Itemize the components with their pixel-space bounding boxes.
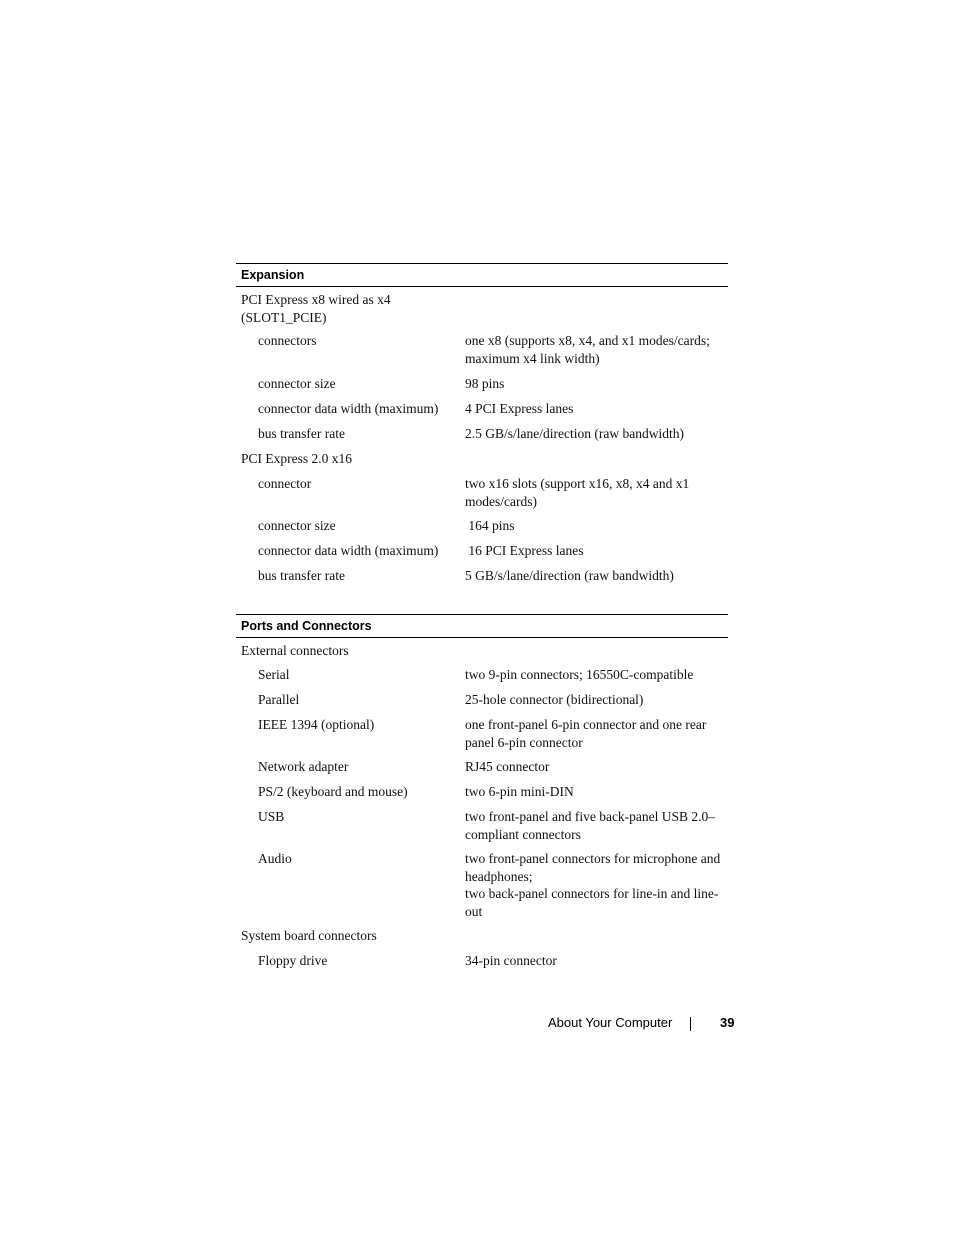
- row-value: one x8 (supports x8, x4, and x1 modes/cards; maximum x4 link width): [465, 333, 710, 366]
- ports-section: [236, 614, 728, 968]
- row-label: Network adapter: [258, 759, 349, 774]
- row-value: 16 PCI Express lanes: [465, 543, 584, 558]
- row-label: Serial: [258, 667, 290, 682]
- row-value: two x16 slots (support x16, x8, x4 and x1 modes/cards): [465, 476, 690, 509]
- row-label: Floppy drive: [258, 953, 328, 968]
- row-value: RJ45 connector: [465, 759, 550, 774]
- expansion-section: [236, 263, 728, 583]
- row-label: USB: [258, 809, 285, 824]
- row-value: two 6-pin mini-DIN: [465, 784, 574, 799]
- row-value: 98 pins: [465, 376, 505, 391]
- row-label: connector size: [258, 376, 336, 391]
- row-label: connector data width (maximum): [258, 543, 439, 558]
- row-label: IEEE 1394 (optional): [258, 717, 375, 732]
- row-value: [465, 850, 727, 920]
- footer-title: About Your Computer: [548, 1015, 673, 1030]
- row-label: connector size: [258, 518, 336, 533]
- row-label: connectors: [258, 333, 317, 348]
- row-value: 5 GB/s/lane/direction (raw bandwidth): [465, 568, 674, 583]
- row-label: bus transfer rate: [258, 568, 345, 583]
- row-label: System board connectors: [241, 928, 377, 943]
- row-value: 34-pin connector: [465, 953, 557, 968]
- row-label: bus transfer rate: [258, 426, 345, 441]
- row-label: PCI Express x8 wired as x4 (SLOT1_PCIE): [241, 292, 391, 325]
- row-value: 25-hole connector (bidirectional): [465, 692, 644, 707]
- row-label: Parallel: [258, 692, 300, 707]
- row-label: Audio: [258, 851, 292, 866]
- row-value: 2.5 GB/s/lane/direction (raw bandwidth): [465, 426, 684, 441]
- row-value: 4 PCI Express lanes: [465, 401, 574, 416]
- row-value: two 9-pin connectors; 16550C-compatible: [465, 667, 694, 682]
- row-value-line: two back-panel connectors for line-in and line-out: [465, 886, 719, 919]
- footer-divider: [690, 1017, 691, 1031]
- row-label: PS/2 (keyboard and mouse): [258, 784, 408, 799]
- row-label: External connectors: [241, 643, 349, 658]
- row-value-line: two front-panel connectors for microphone and headphones;: [465, 851, 721, 884]
- row-label: PCI Express 2.0 x16: [241, 451, 352, 466]
- section-heading: Expansion: [236, 263, 728, 287]
- page-number: 39: [720, 1015, 735, 1030]
- row-value: one front-panel 6-pin connector and one rear panel 6-pin connector: [465, 717, 707, 750]
- section-heading: Ports and Connectors: [236, 614, 728, 638]
- row-label: connector data width (maximum): [258, 401, 439, 416]
- row-label: connector: [258, 476, 312, 491]
- row-value: 164 pins: [465, 518, 515, 533]
- row-value: two front-panel and five back-panel USB 2.0–compliant connectors: [465, 809, 716, 842]
